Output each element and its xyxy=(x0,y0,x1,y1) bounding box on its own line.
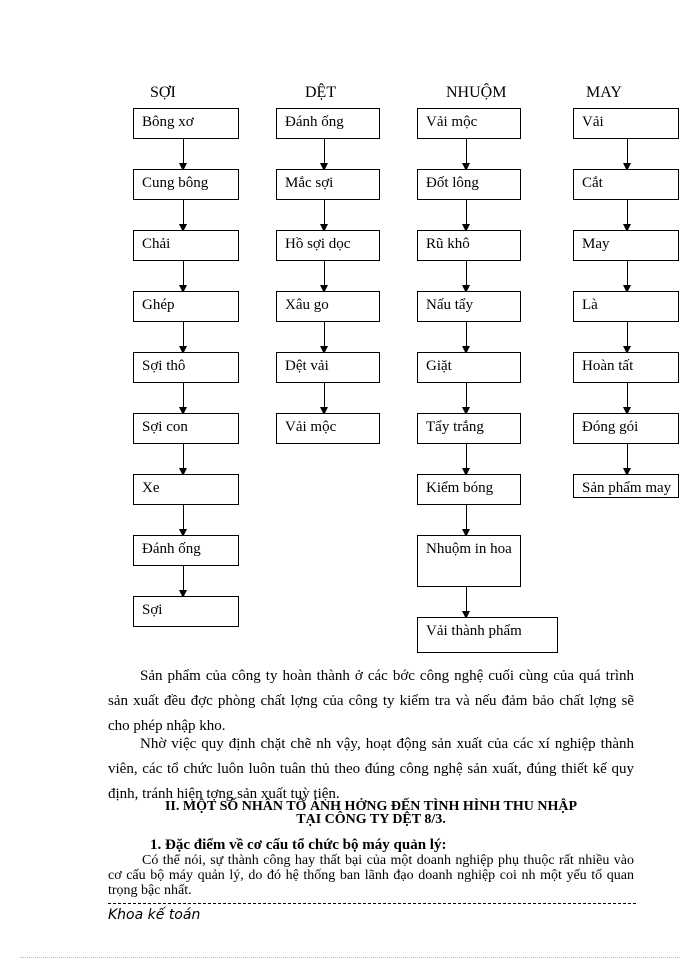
flow-arrow xyxy=(466,383,467,414)
flow-arrow xyxy=(466,587,467,618)
flow-arrow xyxy=(183,383,184,414)
flow-step: Xe xyxy=(133,474,239,505)
flow-arrow xyxy=(324,383,325,414)
flow-step: Là xyxy=(573,291,679,322)
subsection-heading: 1. Đặc điểm về cơ cấu tổ chức bộ máy quản lý: xyxy=(150,837,447,853)
flow-arrow xyxy=(627,139,628,170)
column-header-soi: SỢI xyxy=(150,84,176,101)
flow-arrow xyxy=(627,383,628,414)
flow-step: Hoàn tất xyxy=(573,352,679,383)
flow-step: Chải xyxy=(133,230,239,261)
flow-arrow xyxy=(466,322,467,353)
flow-step: Hồ sợi dọc xyxy=(276,230,380,261)
flow-step: Đốt lông xyxy=(417,169,521,200)
flow-arrow xyxy=(183,200,184,231)
flow-arrow xyxy=(466,261,467,292)
flow-arrow xyxy=(466,200,467,231)
flow-step: Đánh ống xyxy=(276,108,380,139)
flow-arrow xyxy=(183,322,184,353)
flow-step: Sợi con xyxy=(133,413,239,444)
flow-arrow xyxy=(324,322,325,353)
flow-arrow xyxy=(183,566,184,597)
flow-arrow xyxy=(627,261,628,292)
flow-step: Vải xyxy=(573,108,679,139)
footer-divider xyxy=(108,903,636,904)
flow-step: Cắt xyxy=(573,169,679,200)
flow-arrow xyxy=(627,200,628,231)
flow-step: Đánh ống xyxy=(133,535,239,566)
flow-step: Sản phẩm may xyxy=(573,474,679,498)
footer-text: Khoa kế toán xyxy=(108,907,201,923)
flow-step: Nấu tẩy xyxy=(417,291,521,322)
flow-arrow xyxy=(627,444,628,475)
flow-arrow xyxy=(183,505,184,536)
flow-step: Xâu go xyxy=(276,291,380,322)
page-edge xyxy=(20,957,680,958)
flow-arrow xyxy=(324,139,325,170)
flow-arrow xyxy=(324,200,325,231)
flow-step: May xyxy=(573,230,679,261)
flow-step: Vải thành phẩm xyxy=(417,617,558,653)
flow-arrow xyxy=(466,505,467,536)
flow-step: Mắc sợi xyxy=(276,169,380,200)
flow-step: Cung bông xyxy=(133,169,239,200)
flow-step: Nhuộm in hoa xyxy=(417,535,521,587)
paragraph-production-compliance: Nhờ việc quy định chặt chẽ nh vậy, hoạt động sản xuất của các xí nghiệp thành viên, các tổ chức luôn luôn tuân thủ theo đúng công nghệ sản xuất, đúng thiết kế quy định, tránh hiện tợng sản xuất tuỳ tiện. xyxy=(108,736,634,802)
flow-step: Dệt vải xyxy=(276,352,380,383)
flow-step: Giặt xyxy=(417,352,521,383)
column-header-nhuom: NHUỘM xyxy=(446,84,507,101)
flow-step: Rũ khô xyxy=(417,230,521,261)
flow-arrow xyxy=(466,139,467,170)
section-heading xyxy=(108,800,634,826)
flow-step: Ghép xyxy=(133,291,239,322)
paragraph-quality-control: Sản phẩm của công ty hoàn thành ở các bớc công nghệ cuối cùng của quá trình sản xuất đều đợc phòng chất lợng của công ty kiểm tra và nếu đảm bảo chất lợng sẽ cho phép nhập kho. xyxy=(108,668,634,734)
flow-step: Đóng gói xyxy=(573,413,679,444)
flow-arrow xyxy=(183,444,184,475)
flow-step: Kiểm bóng xyxy=(417,474,521,505)
paragraph-org-structure: Có thể nói, sự thành công hay thất bại của một doanh nghiệp phụ thuộc rất nhiều vào cơ cấu bộ máy quản lý, do đó hệ thống ban lãnh đạo doanh nghiệp coi nh một yếu tố quan trọng bậc nhất. xyxy=(108,853,634,898)
flow-arrow xyxy=(183,139,184,170)
flow-arrow xyxy=(324,261,325,292)
flow-step: Vải mộc xyxy=(417,108,521,139)
flow-step: Sợi thô xyxy=(133,352,239,383)
flow-step: Bông xơ xyxy=(133,108,239,139)
flow-step: Vải mộc xyxy=(276,413,380,444)
column-header-may: MAY xyxy=(586,84,622,101)
section-heading-line2: TẠI CÔNG TY DỆT 8/3. xyxy=(296,812,446,827)
flow-arrow xyxy=(466,444,467,475)
flow-step: Tẩy trắng xyxy=(417,413,521,444)
flow-arrow xyxy=(627,322,628,353)
column-header-det: DỆT xyxy=(305,84,337,101)
flow-step: Sợi xyxy=(133,596,239,627)
section-heading-line1: II. MỘT SỐ NHÂN TỐ ẢNH HỞNG ĐẾN TÌNH HÌNH THU NHẬP xyxy=(164,799,578,814)
flow-arrow xyxy=(183,261,184,292)
